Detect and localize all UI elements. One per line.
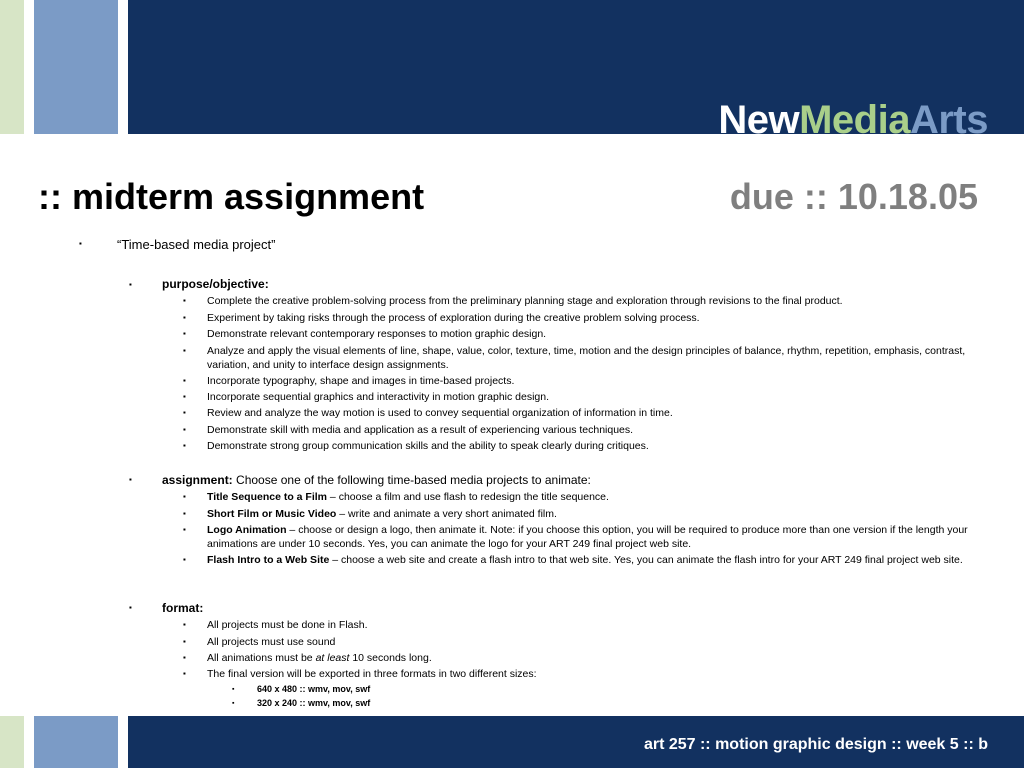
bullet-icon: ▪ <box>183 492 186 501</box>
bullet-icon: ▪ <box>183 296 186 305</box>
purpose-item: Incorporate sequential graphics and interactivity in motion graphic design. <box>207 391 550 403</box>
footer-blue-block <box>34 716 118 768</box>
format-heading: format: <box>162 601 204 615</box>
bullet-icon: ▪ <box>183 441 186 450</box>
project-type: “Time-based media project” <box>117 237 276 252</box>
header-divider <box>24 0 34 134</box>
bullet-icon: ▪ <box>79 239 82 248</box>
bullet-icon: ▪ <box>232 700 235 707</box>
bullet-icon: ▪ <box>183 408 186 417</box>
bullet-icon: ▪ <box>183 653 186 662</box>
bullet-icon: ▪ <box>183 376 186 385</box>
export-size: 640 x 480 :: wmv, mov, swf <box>257 684 371 694</box>
assignment-option: Logo Animation – choose or design a logo, then animate it. Note: if you choose this option, you will be required to produce more than one version if the length your animations are under 10 seconds. Yes, you can animate the logo for your ART 249 final project web site. <box>207 524 968 550</box>
assignment-heading: assignment: Choose one of the following time-based media projects to animate: <box>162 473 591 487</box>
bullet-icon: ▪ <box>129 603 132 612</box>
page-title: :: midterm assignment <box>38 176 425 217</box>
purpose-item: Analyze and apply the visual elements of line, shape, value, color, texture, time, motion and the design principles of balance, rhythm, repetition, emphasis, contrast, variation, and unity to interface design assignments. <box>207 345 966 371</box>
purpose-item: Complete the creative problem-solving process from the preliminary planning stage and exploration through revisions to the final product. <box>207 295 843 307</box>
export-size: 320 x 240 :: wmv, mov, swf <box>257 698 371 708</box>
bullet-icon: ▪ <box>183 425 186 434</box>
purpose-heading: purpose/objective: <box>162 277 269 291</box>
footer-green-block <box>0 716 24 768</box>
footer-divider <box>118 716 128 768</box>
header-green-block <box>0 0 24 134</box>
format-item: The final version will be exported in three formats in two different sizes: <box>207 668 537 680</box>
assignment-option: Short Film or Music Video – write and animate a very short animated film. <box>207 508 557 520</box>
format-item: All projects must use sound <box>207 636 336 648</box>
footer-divider <box>24 716 34 768</box>
purpose-item: Demonstrate strong group communication skills and the ability to speak clearly during critiques. <box>207 440 649 452</box>
assignment-option: Title Sequence to a Film – choose a film and use flash to redesign the title sequence. <box>207 491 609 503</box>
purpose-item: Incorporate typography, shape and images in time-based projects. <box>207 375 515 387</box>
bullet-icon: ▪ <box>183 637 186 646</box>
bullet-icon: ▪ <box>183 555 186 564</box>
bullet-icon: ▪ <box>183 313 186 322</box>
bullet-icon: ▪ <box>232 686 235 693</box>
purpose-item: Demonstrate relevant contemporary responses to motion graphic design. <box>207 328 547 340</box>
bullet-icon: ▪ <box>183 509 186 518</box>
new-media-arts-logo <box>718 96 988 144</box>
logo-media: Media <box>799 98 910 142</box>
bullet-icon: ▪ <box>183 669 186 678</box>
logo-new: New <box>718 98 800 142</box>
due-date: due :: 10.18.05 <box>729 176 978 217</box>
bullet-icon: ▪ <box>183 329 186 338</box>
purpose-item: Demonstrate skill with media and application as a result of experiencing various techniques. <box>207 424 634 436</box>
format-item: All animations must be at least 10 seconds long. <box>207 652 432 664</box>
assignment-option: Flash Intro to a Web Site – choose a web site and create a flash intro to that web site. Yes, you can animate the flash intro for your ART 249 final project web site. <box>207 554 963 566</box>
logo-arts: Arts <box>909 98 988 142</box>
bullet-icon: ▪ <box>183 346 186 355</box>
purpose-item: Review and analyze the way motion is used to convey sequential organization of information in time. <box>207 407 673 419</box>
purpose-item: Experiment by taking risks through the process of exploration during the creative problem solving process. <box>207 312 700 324</box>
bullet-icon: ▪ <box>129 280 132 289</box>
header-divider <box>118 0 128 134</box>
bullet-icon: ▪ <box>183 525 186 534</box>
footer-course-label: art 257 :: motion graphic design :: week 5 :: b <box>643 736 988 753</box>
bullet-icon: ▪ <box>183 620 186 629</box>
header-blue-block <box>34 0 118 134</box>
bullet-icon: ▪ <box>183 392 186 401</box>
bullet-icon: ▪ <box>129 475 132 484</box>
format-item: All projects must be done in Flash. <box>207 619 368 631</box>
